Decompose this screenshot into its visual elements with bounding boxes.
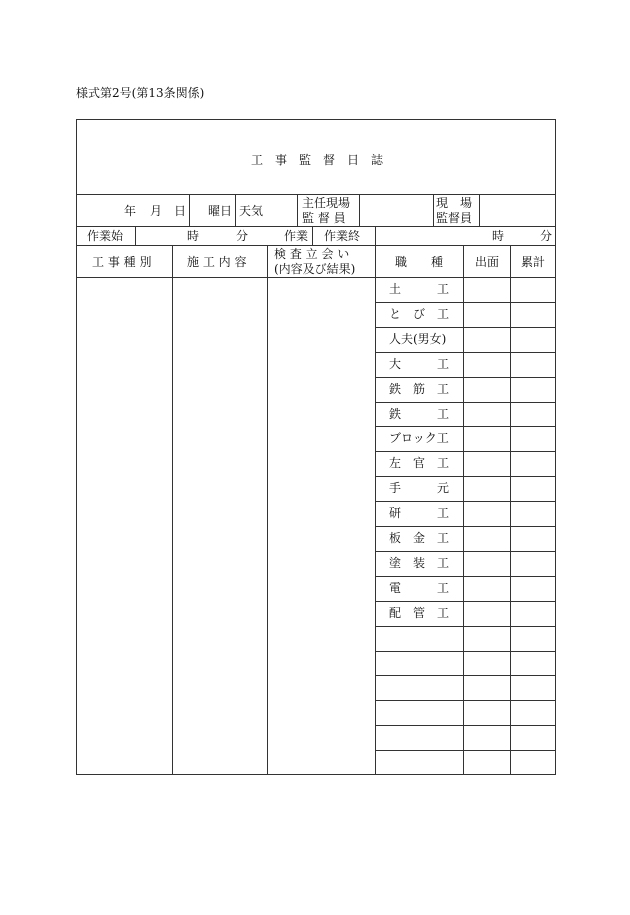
row-divider: [375, 675, 555, 676]
row-divider: [375, 352, 555, 353]
divider: [297, 194, 298, 226]
row-divider: [375, 750, 555, 751]
row-divider: [375, 476, 555, 477]
row-divider: [375, 526, 555, 527]
work-type-header: 工 事 種 別: [92, 255, 152, 269]
minute-label: 分: [236, 229, 249, 243]
work-end-label: 作業終: [324, 229, 361, 243]
weekday-label: 曜日: [208, 204, 233, 218]
divider: [77, 226, 555, 227]
trade-label: と び 工: [389, 306, 450, 321]
row-divider: [375, 725, 555, 726]
divider: [77, 245, 555, 246]
divider: [510, 245, 511, 775]
day-label: 日: [174, 204, 187, 218]
year-label: 年: [124, 204, 137, 218]
divider: [235, 194, 236, 226]
row-divider: [375, 551, 555, 552]
site-supervisor-label-2: 監督員: [436, 211, 473, 225]
row-divider: [375, 576, 555, 577]
row-divider: [375, 651, 555, 652]
divider: [433, 194, 434, 226]
trade-label: 左 官 工: [389, 456, 450, 471]
trade-label: 電 工: [389, 580, 450, 595]
trade-label: 手 元: [389, 481, 450, 496]
divider: [312, 226, 313, 245]
trade-label: 研 工: [389, 506, 450, 521]
row-divider: [375, 700, 555, 701]
divider: [172, 245, 173, 775]
cumulative-header: 累計: [521, 255, 546, 269]
trade-label: 人夫(男女): [389, 331, 447, 346]
chief-supervisor-label-2: 監 督 員: [302, 211, 346, 225]
trade-header: 職 種: [395, 255, 444, 269]
row-divider: [375, 377, 555, 378]
weather-label: 天気: [239, 204, 264, 218]
chief-supervisor-label-1: 主任現場: [302, 196, 351, 210]
divider: [463, 245, 464, 775]
trade-label: 土 工: [389, 282, 450, 296]
row-divider: [375, 402, 555, 403]
divider: [135, 226, 136, 245]
divider: [479, 194, 480, 226]
form-title: 工 事 監 督 日 誌: [250, 153, 383, 167]
trade-label: 鉄 工: [389, 406, 450, 421]
form-reference: 様式第2号(第13条関係): [76, 86, 205, 100]
inspection-header-line1: 検 査 立 会 い: [274, 247, 350, 261]
row-divider: [375, 501, 555, 502]
divider: [77, 277, 555, 278]
row-divider: [375, 451, 555, 452]
month-label: 月: [150, 204, 163, 218]
trade-label: ブロック工: [389, 431, 449, 446]
row-divider: [375, 302, 555, 303]
hour-label: 時: [492, 229, 505, 243]
divider: [189, 194, 190, 226]
trade-label: 板 金 工: [389, 531, 450, 545]
row-divider: [375, 426, 555, 427]
trade-label: 鉄 筋 工: [389, 381, 450, 396]
inspection-diary-form: [76, 119, 556, 775]
construction-header: 施 工 内 容: [187, 255, 247, 269]
divider: [77, 194, 555, 195]
divider: [359, 194, 360, 226]
work-start-label: 作業始: [87, 229, 124, 243]
row-divider: [375, 626, 555, 627]
hour-label: 時: [187, 229, 200, 243]
trade-label: 配 管 工: [389, 605, 450, 620]
site-supervisor-label-1: 現 場: [436, 196, 473, 210]
row-divider: [375, 327, 555, 328]
trade-label: 塗 装 工: [389, 555, 450, 570]
attendance-header: 出面: [475, 255, 500, 269]
divider: [267, 245, 268, 775]
inspection-header-line2: (内容及び結果): [274, 262, 356, 276]
minute-label: 分: [540, 229, 553, 243]
row-divider: [375, 601, 555, 602]
work-label: 作業: [284, 229, 309, 243]
trade-label: 大 工: [389, 356, 450, 371]
